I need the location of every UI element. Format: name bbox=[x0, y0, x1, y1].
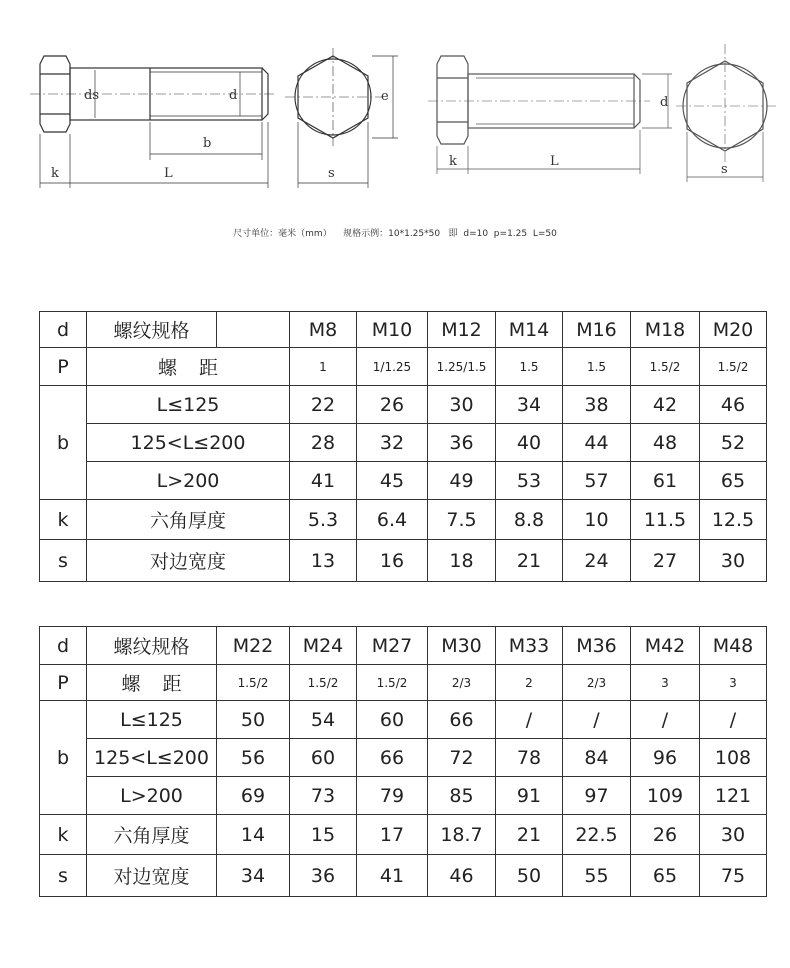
dim-label-L: L bbox=[164, 166, 173, 181]
cell: 24 bbox=[563, 540, 631, 582]
cell: 44 bbox=[563, 424, 631, 462]
cell: / bbox=[631, 701, 700, 739]
row-label: s bbox=[40, 855, 87, 897]
cell: 38 bbox=[563, 386, 631, 424]
cell: 69 bbox=[217, 777, 290, 815]
empty-cell bbox=[217, 312, 290, 348]
cell: 7.5 bbox=[428, 500, 496, 540]
cell: 41 bbox=[290, 462, 357, 500]
row-thread-spec bbox=[40, 627, 767, 665]
dim-label-b: b bbox=[203, 136, 212, 151]
cell: 46 bbox=[428, 855, 496, 897]
cell: 3 bbox=[631, 665, 700, 701]
dim-label-d: d bbox=[229, 88, 238, 103]
row-label: P bbox=[40, 665, 87, 701]
cell: 52 bbox=[700, 424, 767, 462]
cell: 109 bbox=[631, 777, 700, 815]
cell: 30 bbox=[700, 815, 767, 855]
cell: 8.8 bbox=[496, 500, 563, 540]
cell: 11.5 bbox=[631, 500, 700, 540]
cell: 15 bbox=[290, 815, 357, 855]
cell: M12 bbox=[428, 312, 496, 348]
cell: 1.25/1.5 bbox=[428, 348, 496, 386]
row-b-gt200 bbox=[40, 462, 767, 500]
cell: M8 bbox=[290, 312, 357, 348]
cell: 32 bbox=[357, 424, 428, 462]
cell: 49 bbox=[428, 462, 496, 500]
row-name: L≤125 bbox=[87, 701, 217, 739]
bolt-side-view-partial-thread bbox=[30, 56, 276, 188]
cell: 1.5/2 bbox=[290, 665, 357, 701]
row-name: 六角厚度 bbox=[87, 815, 217, 855]
cell: 79 bbox=[357, 777, 428, 815]
spec-table-m22-m48 bbox=[39, 626, 767, 897]
dim-label-L-2: L bbox=[550, 154, 559, 169]
hex-head-top-view bbox=[285, 48, 398, 188]
cell: 21 bbox=[496, 540, 563, 582]
cell: 22.5 bbox=[563, 815, 631, 855]
row-thread-spec bbox=[40, 312, 767, 348]
cell: M33 bbox=[496, 627, 563, 665]
row-width-across-flats bbox=[40, 855, 767, 897]
cell: / bbox=[700, 701, 767, 739]
cell: M42 bbox=[631, 627, 700, 665]
cell: 73 bbox=[290, 777, 357, 815]
cell: 1.5 bbox=[496, 348, 563, 386]
row-label: b bbox=[40, 386, 87, 500]
cell: 61 bbox=[631, 462, 700, 500]
cell: M14 bbox=[496, 312, 563, 348]
cell: 34 bbox=[217, 855, 290, 897]
cell: 42 bbox=[631, 386, 700, 424]
cell: 2 bbox=[496, 665, 563, 701]
cell: 1.5/2 bbox=[631, 348, 700, 386]
cell: 85 bbox=[428, 777, 496, 815]
row-label: k bbox=[40, 500, 87, 540]
cell: 66 bbox=[357, 739, 428, 777]
cell: 50 bbox=[217, 701, 290, 739]
dim-label-ds: ds bbox=[84, 88, 99, 103]
cell: 57 bbox=[563, 462, 631, 500]
cell: 48 bbox=[631, 424, 700, 462]
row-b-gt200 bbox=[40, 777, 767, 815]
row-label: d bbox=[40, 627, 87, 665]
cell: 1 bbox=[290, 348, 357, 386]
cell: M20 bbox=[700, 312, 767, 348]
cell: 53 bbox=[496, 462, 563, 500]
row-pitch bbox=[40, 665, 767, 701]
row-label: P bbox=[40, 348, 87, 386]
cell: 36 bbox=[290, 855, 357, 897]
row-head-thickness bbox=[40, 815, 767, 855]
cell: 6.4 bbox=[357, 500, 428, 540]
row-b-125-200 bbox=[40, 739, 767, 777]
cell: 1.5 bbox=[563, 348, 631, 386]
row-name: 螺纹规格 bbox=[87, 627, 217, 665]
cell: 72 bbox=[428, 739, 496, 777]
row-head-thickness bbox=[40, 500, 767, 540]
row-name: L≤125 bbox=[87, 386, 290, 424]
cell: 121 bbox=[700, 777, 767, 815]
cell: 18.7 bbox=[428, 815, 496, 855]
spec-table-m8-m20 bbox=[39, 311, 767, 582]
cell: M36 bbox=[563, 627, 631, 665]
cell: 22 bbox=[290, 386, 357, 424]
cell: 84 bbox=[563, 739, 631, 777]
cell: 2/3 bbox=[563, 665, 631, 701]
cell: 5.3 bbox=[290, 500, 357, 540]
cell: 54 bbox=[290, 701, 357, 739]
row-label: d bbox=[40, 312, 87, 348]
cell: M18 bbox=[631, 312, 700, 348]
cell: / bbox=[496, 701, 563, 739]
dim-label-s: s bbox=[328, 166, 335, 181]
cell: M27 bbox=[357, 627, 428, 665]
cell: 26 bbox=[631, 815, 700, 855]
row-width-across-flats bbox=[40, 540, 767, 582]
cell: M22 bbox=[217, 627, 290, 665]
cell: 40 bbox=[496, 424, 563, 462]
cell: 21 bbox=[496, 815, 563, 855]
cell: 96 bbox=[631, 739, 700, 777]
cell: 65 bbox=[700, 462, 767, 500]
units-caption: 尺寸单位：毫米（mm） 规格示例：10*1.25*50 即 d=10 p=1.25 L=50 bbox=[233, 229, 557, 239]
cell: M16 bbox=[563, 312, 631, 348]
cell: 28 bbox=[290, 424, 357, 462]
cell: M30 bbox=[428, 627, 496, 665]
row-name: 对边宽度 bbox=[87, 540, 290, 582]
cell: 65 bbox=[631, 855, 700, 897]
cell: 97 bbox=[563, 777, 631, 815]
cell: 46 bbox=[700, 386, 767, 424]
cell: 75 bbox=[700, 855, 767, 897]
cell: 1.5/2 bbox=[357, 665, 428, 701]
row-name: 125<L≤200 bbox=[87, 739, 217, 777]
cell: 14 bbox=[217, 815, 290, 855]
row-name: 螺距 bbox=[87, 665, 217, 701]
cell: 30 bbox=[428, 386, 496, 424]
cell: 50 bbox=[496, 855, 563, 897]
row-b-le125 bbox=[40, 386, 767, 424]
cell: 1.5/2 bbox=[700, 348, 767, 386]
cell: 78 bbox=[496, 739, 563, 777]
cell: 2/3 bbox=[428, 665, 496, 701]
cell: 26 bbox=[357, 386, 428, 424]
cell: 41 bbox=[357, 855, 428, 897]
row-b-le125 bbox=[40, 701, 767, 739]
row-name: 125<L≤200 bbox=[87, 424, 290, 462]
cell: 27 bbox=[631, 540, 700, 582]
cell: 34 bbox=[496, 386, 563, 424]
row-label: s bbox=[40, 540, 87, 582]
cell: 60 bbox=[357, 701, 428, 739]
row-pitch bbox=[40, 348, 767, 386]
row-name: 六角厚度 bbox=[87, 500, 290, 540]
cell: 45 bbox=[357, 462, 428, 500]
cell: 60 bbox=[290, 739, 357, 777]
cell: 66 bbox=[428, 701, 496, 739]
row-b-125-200 bbox=[40, 424, 767, 462]
cell: M24 bbox=[290, 627, 357, 665]
bolt-drawings bbox=[0, 0, 790, 215]
cell: 17 bbox=[357, 815, 428, 855]
cell: 55 bbox=[563, 855, 631, 897]
cell: 30 bbox=[700, 540, 767, 582]
dim-label-k: k bbox=[51, 166, 59, 181]
cell: 13 bbox=[290, 540, 357, 582]
cell: 36 bbox=[428, 424, 496, 462]
row-label: b bbox=[40, 701, 87, 815]
dim-label-d-2: d bbox=[660, 95, 669, 110]
cell: 3 bbox=[700, 665, 767, 701]
row-name: 螺纹规格 bbox=[87, 312, 217, 348]
cell: 56 bbox=[217, 739, 290, 777]
cell: 10 bbox=[563, 500, 631, 540]
row-name: 螺距 bbox=[87, 348, 290, 386]
cell: M48 bbox=[700, 627, 767, 665]
dim-label-e: e bbox=[381, 89, 389, 104]
row-name: L>200 bbox=[87, 462, 290, 500]
cell: 91 bbox=[496, 777, 563, 815]
row-name: L>200 bbox=[87, 777, 217, 815]
cell: M10 bbox=[357, 312, 428, 348]
cell: 18 bbox=[428, 540, 496, 582]
cell: 1.5/2 bbox=[217, 665, 290, 701]
cell: 12.5 bbox=[700, 500, 767, 540]
dim-label-s-2: s bbox=[721, 162, 728, 177]
cell: / bbox=[563, 701, 631, 739]
row-name: 对边宽度 bbox=[87, 855, 217, 897]
cell: 1/1.25 bbox=[357, 348, 428, 386]
cell: 16 bbox=[357, 540, 428, 582]
row-label: k bbox=[40, 815, 87, 855]
dim-label-k-2: k bbox=[449, 154, 457, 169]
cell: 108 bbox=[700, 739, 767, 777]
